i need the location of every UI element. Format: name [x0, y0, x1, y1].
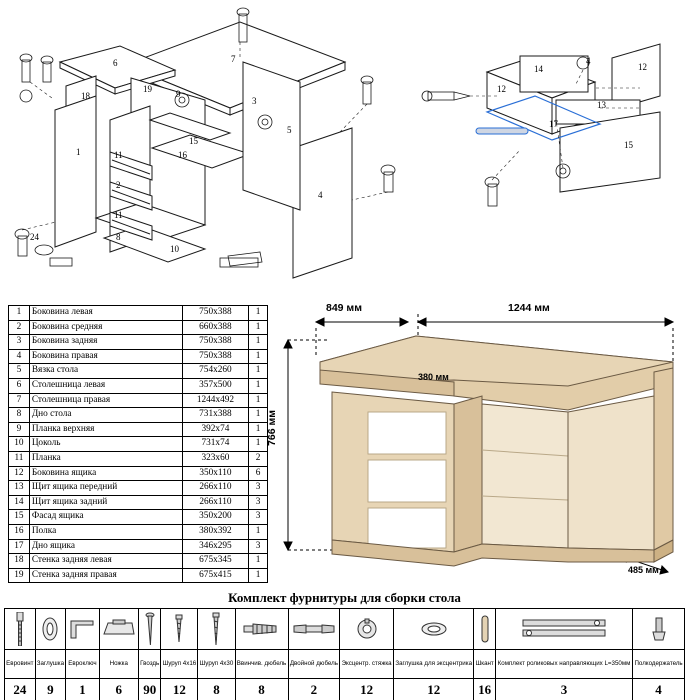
- part-dim-cell: 660x388: [182, 320, 248, 335]
- kit-item-name: Эксцентр. стяжка: [340, 650, 394, 679]
- svg-text:15: 15: [624, 140, 633, 150]
- part-name-cell: Стенка задняя левая: [29, 554, 182, 569]
- svg-text:13: 13: [597, 100, 606, 110]
- part-num-cell: 13: [9, 481, 30, 496]
- part-num-cell: 15: [9, 510, 30, 525]
- part-name-cell: Боковина ящика: [29, 466, 182, 481]
- svg-text:24: 24: [30, 232, 39, 242]
- kit-item-count: 9: [35, 679, 66, 700]
- table-row: [9, 378, 268, 393]
- part-num-cell: 19: [9, 568, 30, 583]
- table-row: [9, 451, 268, 466]
- part-num-cell: 3: [9, 335, 30, 350]
- part-name-cell: Дно стола: [29, 408, 182, 423]
- part-qty-cell: 1: [249, 320, 268, 335]
- kit-title: Комплект фурнитуры для сборки стола: [228, 590, 461, 605]
- svg-text:18: 18: [81, 91, 90, 101]
- part-qty-cell: 1: [249, 306, 268, 321]
- kit-item-name: Ввинчив. дюбель: [235, 650, 288, 679]
- svg-text:4: 4: [318, 190, 323, 200]
- part-qty-cell: 1: [249, 422, 268, 437]
- leg-icon: [99, 609, 138, 650]
- svg-text:3: 3: [252, 96, 257, 106]
- desk-dim-height: 766 мм: [266, 410, 278, 446]
- table-row: [9, 306, 268, 321]
- part-num-cell: 17: [9, 539, 30, 554]
- part-dim-cell: 750x388: [182, 306, 248, 321]
- part-dim-cell: 750x388: [182, 349, 248, 364]
- table-row: [9, 554, 268, 569]
- svg-text:7: 7: [231, 54, 236, 64]
- part-name-cell: Щит ящика передний: [29, 481, 182, 496]
- part-name-cell: Щит ящика задний: [29, 495, 182, 510]
- kit-item-count: 12: [161, 679, 198, 700]
- kit-item-name: Шуруп 4х16: [161, 650, 198, 679]
- shelf-holder-icon: [633, 609, 685, 650]
- screw-4x16-icon: [161, 609, 198, 650]
- svg-text:6: 6: [113, 58, 118, 68]
- svg-text:19: 19: [143, 84, 152, 94]
- kit-item-name: Полкодержатель: [633, 650, 685, 679]
- svg-text:8: 8: [116, 232, 121, 242]
- kit-item-count: 3: [495, 679, 632, 700]
- part-num-cell: 4: [9, 349, 30, 364]
- part-name-cell: Полка: [29, 524, 182, 539]
- part-qty-cell: 1: [249, 408, 268, 423]
- part-qty-cell: 3: [249, 510, 268, 525]
- kit-item-name: Комплект роликовых направляющих L=350мм: [495, 650, 632, 679]
- svg-text:2: 2: [116, 180, 121, 190]
- kit-item-name: Евровинт: [5, 650, 36, 679]
- eurokey-icon: [66, 609, 99, 650]
- part-num-cell: 18: [9, 554, 30, 569]
- svg-text:15: 15: [189, 136, 198, 146]
- table-row: [9, 393, 268, 408]
- part-num-cell: 1: [9, 306, 30, 321]
- part-name-cell: Столешница левая: [29, 378, 182, 393]
- svg-text:4: 4: [586, 56, 591, 66]
- table-row: [9, 510, 268, 525]
- table-row: [9, 481, 268, 496]
- kit-item-count: 12: [393, 679, 474, 700]
- kit-item-count: 90: [139, 679, 161, 700]
- part-dim-cell: 675х345: [182, 554, 248, 569]
- part-dim-cell: 380х392: [182, 524, 248, 539]
- part-num-cell: 12: [9, 466, 30, 481]
- part-dim-cell: 357x500: [182, 378, 248, 393]
- svg-text:16: 16: [178, 150, 187, 160]
- kit-item-count: 12: [340, 679, 394, 700]
- part-qty-cell: 1: [249, 524, 268, 539]
- part-qty-cell: 1: [249, 437, 268, 452]
- part-dim-cell: 754x260: [182, 364, 248, 379]
- part-dim-cell: 350х110: [182, 466, 248, 481]
- part-dim-cell: 731x388: [182, 408, 248, 423]
- kit-item-name: Заглушка: [35, 650, 66, 679]
- part-dim-cell: 266х110: [182, 481, 248, 496]
- part-qty-cell: 1: [249, 393, 268, 408]
- table-row: [9, 320, 268, 335]
- hardware-kit-table: [4, 608, 685, 700]
- svg-text:9: 9: [176, 89, 181, 99]
- part-name-cell: Вязка стола: [29, 364, 182, 379]
- part-name-cell: Фасад ящика: [29, 510, 182, 525]
- screw-in-dowel-icon: [235, 609, 288, 650]
- part-qty-cell: 3: [249, 481, 268, 496]
- svg-text:1: 1: [76, 147, 81, 157]
- desk-dim-inner: 380 мм: [418, 372, 449, 382]
- svg-text:12: 12: [497, 84, 506, 94]
- double-dowel-icon: [288, 609, 340, 650]
- part-num-cell: 6: [9, 378, 30, 393]
- part-qty-cell: 6: [249, 466, 268, 481]
- kit-item-count: 2: [288, 679, 340, 700]
- svg-text:11: 11: [114, 150, 123, 160]
- table-row: [9, 466, 268, 481]
- svg-text:12: 12: [638, 62, 647, 72]
- svg-text:11: 11: [114, 210, 123, 220]
- nail-icon: [139, 609, 161, 650]
- part-name-cell: Планка верхняя: [29, 422, 182, 437]
- kit-item-name: Евроключ: [66, 650, 99, 679]
- svg-text:5: 5: [287, 125, 292, 135]
- part-name-cell: Боковина левая: [29, 306, 182, 321]
- part-name-cell: Стенка задняя правая: [29, 568, 182, 583]
- part-num-cell: 10: [9, 437, 30, 452]
- table-row: [9, 364, 268, 379]
- part-num-cell: 5: [9, 364, 30, 379]
- part-dim-cell: 346х295: [182, 539, 248, 554]
- table-row: [9, 349, 268, 364]
- part-num-cell: 14: [9, 495, 30, 510]
- part-qty-cell: 1: [249, 378, 268, 393]
- cam-lock-icon: [340, 609, 394, 650]
- table-row: [9, 495, 268, 510]
- cam-cap-icon: [393, 609, 474, 650]
- table-row: [9, 422, 268, 437]
- kit-item-count: 6: [99, 679, 138, 700]
- kit-item-name: Ножка: [99, 650, 138, 679]
- part-dim-cell: 350x200: [182, 510, 248, 525]
- svg-text:10: 10: [170, 244, 179, 254]
- desk-perspective-view: [268, 300, 689, 590]
- part-qty-cell: 1: [249, 554, 268, 569]
- desk-dim-width: 1244 мм: [508, 302, 550, 314]
- table-row: [9, 524, 268, 539]
- part-dim-cell: 750x388: [182, 335, 248, 350]
- part-name-cell: Боковина правая: [29, 349, 182, 364]
- part-name-cell: Дно ящика: [29, 539, 182, 554]
- part-num-cell: 11: [9, 451, 30, 466]
- table-row: [9, 408, 268, 423]
- svg-text:14: 14: [534, 64, 543, 74]
- kit-item-name: Шкант: [474, 650, 495, 679]
- desk-dim-depth: 849 мм: [326, 302, 362, 314]
- part-qty-cell: 1: [249, 568, 268, 583]
- part-num-cell: 8: [9, 408, 30, 423]
- part-num-cell: 7: [9, 393, 30, 408]
- part-dim-cell: 1244x492: [182, 393, 248, 408]
- cap-icon: [35, 609, 66, 650]
- kit-item-count: 4: [633, 679, 685, 700]
- part-qty-cell: 1: [249, 349, 268, 364]
- exploded-assembly-diagram: [0, 0, 689, 295]
- part-qty-cell: 2: [249, 451, 268, 466]
- kit-item-count: 8: [198, 679, 235, 700]
- svg-text:17: 17: [549, 119, 558, 129]
- part-dim-cell: 675х415: [182, 568, 248, 583]
- kit-item-name: Шуруп 4х30: [198, 650, 235, 679]
- part-num-cell: 2: [9, 320, 30, 335]
- part-name-cell: Боковина средняя: [29, 320, 182, 335]
- part-dim-cell: 323x60: [182, 451, 248, 466]
- table-row: [9, 539, 268, 554]
- part-name-cell: Столешница правая: [29, 393, 182, 408]
- dowel-icon: [474, 609, 495, 650]
- part-num-cell: 9: [9, 422, 30, 437]
- parts-table: [8, 305, 268, 583]
- table-row: [9, 335, 268, 350]
- part-name-cell: Цоколь: [29, 437, 182, 452]
- part-num-cell: 16: [9, 524, 30, 539]
- kit-item-name: Двойной дюбель: [288, 650, 340, 679]
- slide-rails-icon: [495, 609, 632, 650]
- part-name-cell: Боковина задняя: [29, 335, 182, 350]
- eurobolt-icon: [5, 609, 36, 650]
- part-qty-cell: 3: [249, 539, 268, 554]
- kit-item-name: Гвоздь: [139, 650, 161, 679]
- part-qty-cell: 1: [249, 335, 268, 350]
- part-dim-cell: 266х110: [182, 495, 248, 510]
- desk-dim-base: 485 мм: [628, 565, 659, 575]
- kit-item-count: 1: [66, 679, 99, 700]
- kit-item-count: 16: [474, 679, 495, 700]
- kit-item-count: 8: [235, 679, 288, 700]
- part-qty-cell: 3: [249, 495, 268, 510]
- part-dim-cell: 392x74: [182, 422, 248, 437]
- part-dim-cell: 731x74: [182, 437, 248, 452]
- table-row: [9, 568, 268, 583]
- part-qty-cell: 1: [249, 364, 268, 379]
- kit-item-count: 24: [5, 679, 36, 700]
- table-row: [9, 437, 268, 452]
- kit-item-name: Заглушка для эксцентрика: [393, 650, 474, 679]
- screw-4x30-icon: [198, 609, 235, 650]
- part-name-cell: Планка: [29, 451, 182, 466]
